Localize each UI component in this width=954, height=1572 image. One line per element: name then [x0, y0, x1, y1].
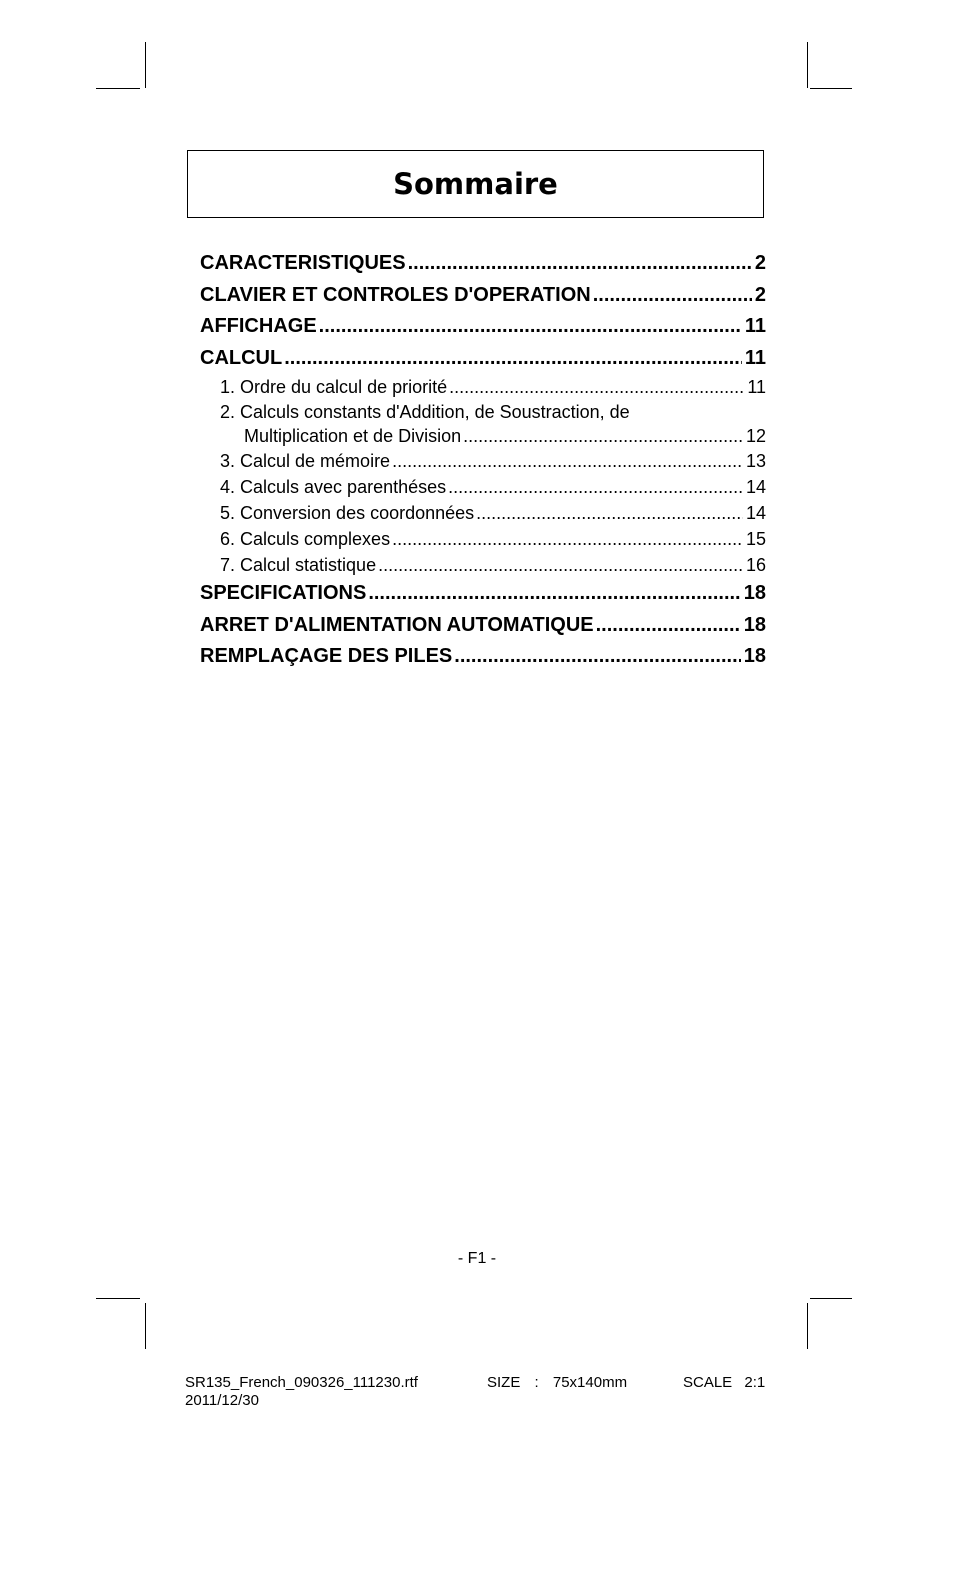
footer-scale: [683, 1374, 765, 1392]
toc-leader: [319, 311, 742, 343]
toc-leader: [378, 552, 743, 578]
toc-label: AFFICHAGE: [200, 315, 317, 337]
toc-item-clavier[interactable]: [200, 280, 766, 312]
toc-leader: [392, 526, 743, 552]
toc-page: 2: [754, 283, 766, 306]
footer-scale-value: 2:1: [744, 1374, 766, 1391]
toc-leader: [392, 448, 743, 474]
toc-page: 12: [745, 426, 766, 446]
crop-mark-top-right-horizontal: [810, 88, 852, 89]
toc-leader: [368, 578, 740, 610]
toc-item-caracteristiques[interactable]: [200, 248, 766, 280]
crop-mark-bottom-right-vertical: [807, 1303, 808, 1349]
toc-item-remplacage[interactable]: [200, 641, 766, 673]
toc-leader: [593, 280, 752, 312]
toc-page: 14: [745, 503, 766, 523]
footer-size: [487, 1374, 627, 1392]
toc-page: 16: [745, 555, 766, 575]
toc-page: 14: [745, 477, 766, 497]
toc-page: 18: [743, 582, 766, 604]
toc-subitem-memoire[interactable]: [200, 448, 766, 474]
toc-subitem-constants-line1[interactable]: [200, 400, 766, 424]
toc-page: 18: [743, 645, 766, 667]
toc-page: 15: [745, 529, 766, 549]
toc-subitem-complexes[interactable]: [200, 526, 766, 552]
toc-page: 11: [747, 377, 766, 397]
toc-item-affichage[interactable]: [200, 311, 766, 343]
crop-mark-top-right-vertical: [807, 42, 808, 88]
toc-item-specifications[interactable]: [200, 578, 766, 610]
toc-subitem-statistique[interactable]: [200, 552, 766, 578]
crop-mark-bottom-left-horizontal: [96, 1298, 140, 1299]
footer-date: 2011/12/30: [185, 1392, 259, 1409]
toc-label: 6. Calculs complexes: [220, 529, 391, 549]
toc-subitem-ordre[interactable]: [200, 374, 766, 400]
toc-label: 2. Calculs constants d'Addition, de Soustraction, de: [220, 402, 630, 422]
toc-label: 1. Ordre du calcul de priorité: [220, 377, 448, 397]
toc-leader: [448, 474, 743, 500]
toc-label: 4. Calculs avec parenthéses: [220, 477, 447, 497]
toc-leader: [449, 374, 744, 400]
toc-label: CALCUL: [200, 346, 283, 369]
page-number: - F1 -: [457, 1250, 497, 1267]
crop-mark-bottom-left-vertical: [145, 1303, 146, 1349]
toc-label: 7. Calcul statistique: [220, 555, 377, 575]
toc-item-arret[interactable]: [200, 610, 766, 642]
toc-leader: [454, 641, 740, 673]
toc-subitem-constants-line2[interactable]: [200, 424, 766, 448]
crop-mark-bottom-right-horizontal: [810, 1298, 852, 1299]
toc-page: 18: [743, 613, 766, 636]
footer-size-value: 75x140mm: [552, 1374, 628, 1391]
title-box: [187, 150, 764, 218]
toc-item-calcul[interactable]: [200, 343, 766, 375]
toc-leader: [596, 610, 741, 642]
toc-label: SPECIFICATIONS: [200, 582, 367, 604]
toc-label: ARRET D'ALIMENTATION AUTOMATIQUE: [200, 613, 594, 636]
toc-leader: [476, 500, 743, 526]
toc-leader: [408, 248, 752, 280]
toc-page: 11: [744, 315, 766, 337]
page-title: Sommaire: [393, 167, 558, 201]
footer-file-info: [185, 1374, 418, 1410]
toc-label: CLAVIER ET CONTROLES D'OPERATION: [200, 283, 591, 306]
footer-scale-label: SCALE: [683, 1374, 733, 1391]
crop-mark-top-left-vertical: [145, 42, 146, 88]
toc-label: CARACTERISTIQUES: [200, 252, 406, 274]
table-of-contents: [200, 248, 766, 673]
toc-page: 13: [745, 451, 766, 471]
toc-label: REMPLAÇAGE DES PILES: [200, 645, 453, 667]
toc-page: 2: [754, 252, 766, 274]
toc-label: Multiplication et de Division: [244, 426, 462, 446]
crop-mark-top-left-horizontal: [96, 88, 140, 89]
toc-subitem-parentheses[interactable]: [200, 474, 766, 500]
toc-subitem-coordonnees[interactable]: [200, 500, 766, 526]
footer-filename: SR135_French_090326_111230.rtf: [185, 1374, 418, 1391]
footer-size-label: SIZE: [487, 1374, 521, 1391]
toc-label: 5. Conversion des coordonnées: [220, 503, 475, 523]
toc-page: 11: [744, 346, 766, 369]
toc-leader: [463, 424, 743, 448]
toc-label: 3. Calcul de mémoire: [220, 451, 391, 471]
toc-leader: [284, 343, 742, 375]
footer-size-sep: :: [534, 1374, 539, 1391]
